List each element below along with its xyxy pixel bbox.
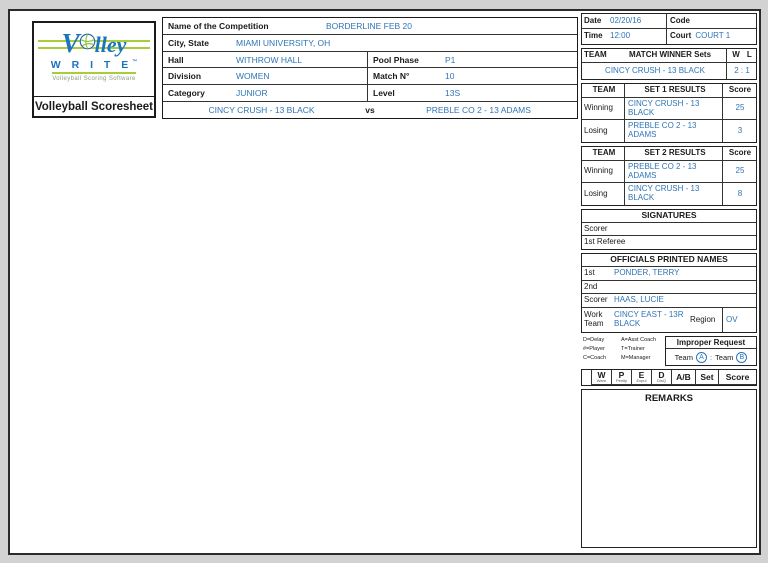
logo-write (34, 59, 154, 71)
penalty-column (612, 370, 632, 384)
remarks-title: REMARKS (644, 393, 694, 404)
logo-text-v: V (61, 28, 80, 58)
referee-signature-row[interactable] (582, 236, 756, 249)
col-key: W (597, 369, 606, 380)
team-column-label: TEAM (584, 50, 607, 60)
time-label: Time (584, 31, 603, 41)
col-key: A/B (676, 371, 691, 382)
sanctions-header (592, 370, 756, 385)
hall-value[interactable]: WITHROW HALL (236, 54, 303, 65)
improper-request-title: Improper Request (666, 337, 756, 349)
col-sub: Expul (636, 378, 647, 384)
info-panel (581, 13, 757, 551)
sanctions-table (581, 369, 757, 386)
losing-score[interactable]: 8 (722, 183, 754, 205)
signatures-box (581, 209, 757, 250)
team-a-name: CINCY CRUSH - 13 BLACK (208, 105, 315, 116)
col-sub: Warn (596, 378, 607, 384)
city-value[interactable]: MIAMI UNIVERSITY, OH (236, 37, 331, 48)
set-2-winning-row (582, 161, 756, 183)
score-column-label: Score (722, 84, 754, 97)
team-column-label: TEAM (592, 85, 616, 95)
pool-phase-label: Pool Phase (373, 54, 419, 65)
set-2-results-table (581, 146, 757, 206)
col-key: D (658, 369, 665, 380)
match-winner-sets[interactable]: 2 : 1 (726, 63, 754, 79)
winning-score[interactable]: 25 (722, 98, 754, 119)
improper-request-teams (666, 349, 756, 365)
court-cell (666, 29, 754, 44)
division-value[interactable]: WOMEN (236, 71, 270, 82)
legend-improper-row (581, 336, 757, 366)
second-referee-label: 2nd (584, 281, 598, 291)
match-number-label: Match N° (373, 71, 410, 82)
score-column (719, 370, 756, 384)
trademark: ™ (132, 59, 138, 65)
team-a-circle[interactable]: A (696, 352, 707, 363)
top-band (12, 13, 578, 121)
set-1-results-header (582, 84, 756, 98)
improper-request-box (665, 336, 757, 366)
warn-column (592, 370, 612, 384)
signatures-title (582, 210, 756, 223)
work-team-name[interactable]: CINCY EAST - 13R BLACK (614, 310, 684, 328)
legend-item: A=Asst Coach (621, 337, 657, 343)
team-b-circle[interactable]: B (736, 352, 747, 363)
city-label: City, State (168, 37, 209, 48)
logo-tagline: Volleyball Scoring Software (52, 76, 136, 82)
losing-label: Losing (584, 188, 608, 198)
hall-label: Hall (168, 54, 184, 65)
set-1-losing-row (582, 120, 756, 142)
date-time-table (581, 13, 757, 45)
level-value[interactable]: 13S (445, 88, 461, 99)
set-1-results-table (581, 83, 757, 143)
sanctions-vertical-label (582, 370, 592, 385)
team-column-label: TEAM (592, 148, 616, 158)
officials-box (581, 253, 757, 333)
losing-label: Losing (584, 125, 608, 135)
team-b-name: PREBLE CO 2 - 13 ADAMS (426, 105, 531, 116)
logo-wordmark (34, 28, 154, 58)
legend-item: M=Manager (621, 354, 651, 361)
separator: : (709, 352, 713, 362)
competition-row (163, 18, 577, 35)
logo-write-text: W R I T E (50, 59, 133, 71)
division-label: Division (168, 71, 202, 82)
main-area (12, 13, 578, 551)
date-value[interactable]: 02/20/16 (610, 15, 642, 25)
region-label: Region (690, 314, 716, 324)
legend-column-1 (583, 336, 621, 366)
scorer-name-label: Scorer (584, 295, 608, 305)
volleyball-icon (79, 33, 96, 55)
first-referee-row (582, 267, 756, 281)
match-header-form (162, 17, 578, 119)
match-winner-team[interactable]: CINCY CRUSH - 13 BLACK (605, 65, 705, 75)
wins-label: W (732, 50, 740, 60)
logo-underline (52, 72, 136, 74)
scoresheet (8, 9, 761, 555)
col-key: Score (725, 371, 750, 382)
losing-score[interactable]: 3 (722, 120, 754, 142)
city-row (163, 35, 577, 52)
category-level-row (163, 85, 577, 102)
time-value[interactable]: 12:00 (610, 31, 631, 41)
match-winner-title: MATCH WINNER Sets (628, 50, 712, 60)
logo-text-olley: lley (94, 32, 127, 57)
match-winner-header (582, 49, 756, 63)
legend-item: C=Coach (583, 354, 607, 361)
match-number-value[interactable]: 10 (445, 71, 455, 82)
winning-label: Winning (584, 166, 613, 176)
legend-item: D=Delay (583, 337, 605, 343)
team-a-label: Team (674, 352, 693, 362)
set-1-results-title: SET 1 RESULTS (624, 84, 722, 97)
wl-header (726, 49, 754, 62)
expulsion-column (632, 370, 652, 384)
set-column (696, 370, 719, 384)
officials-title (582, 254, 756, 267)
scorer-name[interactable]: HAAS, LUCIE (614, 295, 664, 305)
set-2-results-header (582, 147, 756, 161)
sanctions-grid (592, 370, 756, 385)
col-key: Set (700, 371, 714, 382)
set-1-winning-row (582, 98, 756, 120)
first-referee-label: 1st (584, 268, 595, 278)
code-label: Code (670, 15, 690, 25)
work-team-row (582, 308, 756, 332)
division-match-row (163, 68, 577, 85)
losing-team[interactable]: CINCY CRUSH - 13 BLACK (624, 183, 722, 205)
competition-value[interactable]: BORDERLINE FEB 20 (326, 20, 412, 31)
second-referee-row (582, 281, 756, 294)
category-label: Category (168, 88, 205, 99)
referee-signature-label: 1st Referee (584, 237, 626, 247)
legend-item: #=Player (583, 345, 605, 352)
winning-label: Winning (584, 103, 613, 113)
work-team-label: Work Team (584, 310, 604, 328)
ab-column (672, 370, 696, 384)
time-court-row (582, 29, 756, 44)
scorer-signature-label: Scorer (584, 223, 608, 233)
scorer-signature-row[interactable] (582, 223, 756, 236)
court-value[interactable]: COURT 1 (695, 31, 731, 41)
col-key: E (638, 369, 645, 380)
disqualification-column (652, 370, 672, 384)
competition-label: Name of the Competition (168, 20, 269, 31)
officials-title-text: OFFICIALS PRINTED NAMES (610, 254, 728, 265)
set-2-losing-row (582, 183, 756, 205)
col-sub: DisQ (657, 378, 666, 384)
scorer-name-row (582, 294, 756, 308)
remarks-box[interactable] (581, 389, 757, 548)
category-value[interactable]: JUNIOR (236, 88, 268, 99)
level-label: Level (373, 88, 395, 99)
date-code-row (582, 14, 756, 29)
set-2-results-title: SET 2 RESULTS (624, 147, 722, 160)
score-column-label: Score (722, 147, 754, 160)
court-label: Court (670, 31, 692, 41)
pool-phase-value[interactable]: P1 (445, 54, 456, 65)
losing-team[interactable]: PREBLE CO 2 - 13 ADAMS (624, 120, 722, 142)
code-cell[interactable] (666, 14, 754, 28)
sheet-title: Volleyball Scoresheet (34, 96, 154, 116)
winning-team[interactable]: PREBLE CO 2 - 13 ADAMS (624, 161, 722, 182)
vs-label: vs (365, 105, 375, 116)
col-sub: Penlty (615, 378, 628, 384)
hall-pool-row (163, 52, 577, 69)
winning-score[interactable]: 25 (722, 161, 754, 182)
legend-item: T=Trainer (621, 345, 645, 352)
team-b-label: Team (715, 352, 734, 362)
date-label: Date (584, 15, 602, 25)
first-referee-name[interactable]: PONDER, TERRY (614, 268, 680, 278)
logo (32, 21, 156, 118)
signatures-title-text: SIGNATURES (641, 210, 697, 221)
col-key: P (618, 369, 625, 380)
legend-column-2 (621, 336, 659, 366)
winning-team[interactable]: CINCY CRUSH - 13 BLACK (624, 98, 722, 119)
teams-row (163, 102, 577, 118)
region-value[interactable]: OV (722, 308, 754, 332)
losses-label: L (746, 50, 752, 60)
match-winner-row (582, 63, 756, 79)
sanctions-legend (581, 336, 665, 366)
match-winner-table (581, 48, 757, 80)
